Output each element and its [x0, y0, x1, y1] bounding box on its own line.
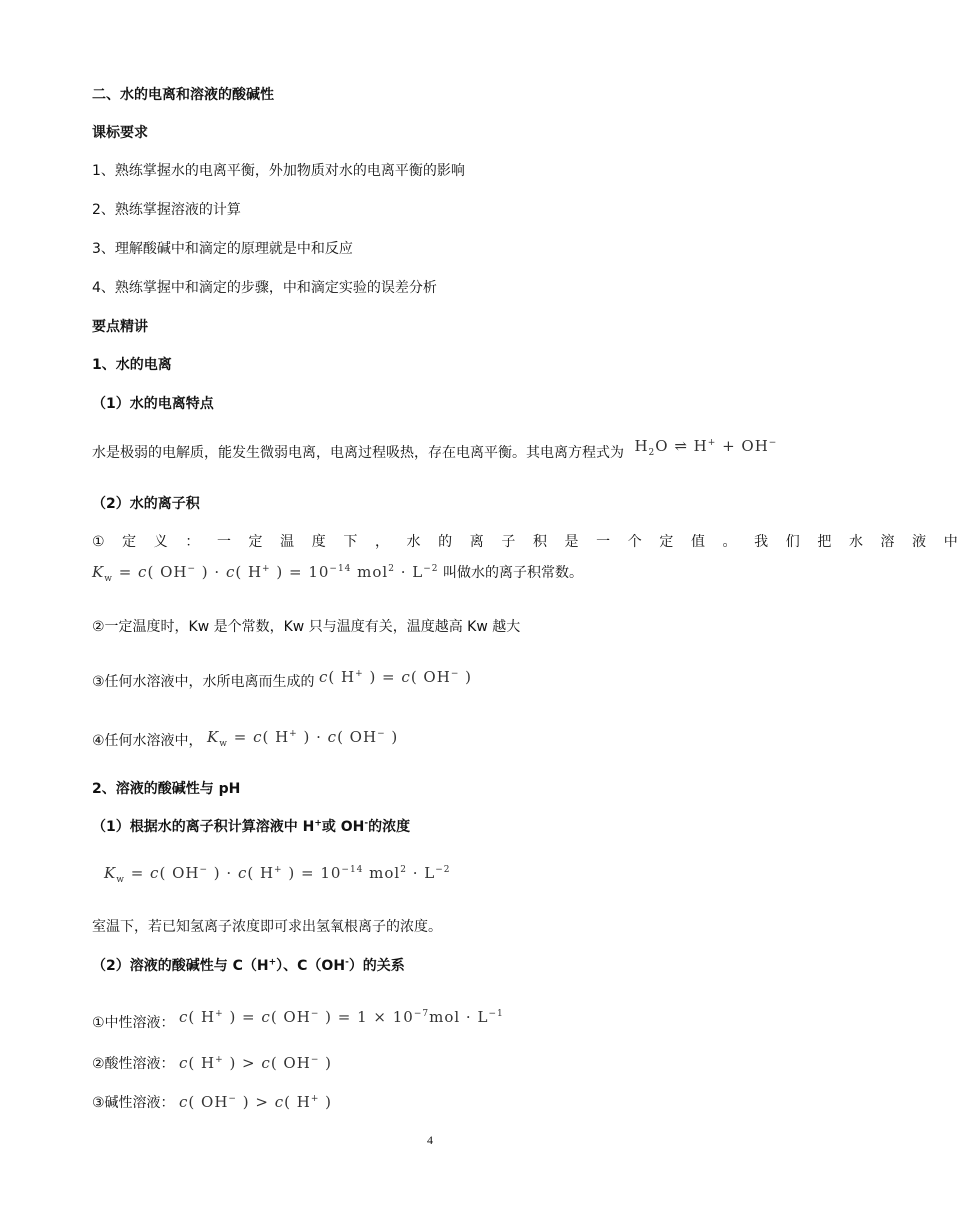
standard-item: 1、熟练掌握水的电离平衡，外加物质对水的电离平衡的影响	[92, 163, 465, 179]
kw-product-formula: $K_w = c$( H+ ) · c( OH− )	[207, 728, 399, 749]
basic-formula: c( OH− ) > c( H+ )	[179, 1093, 332, 1111]
definition-text: ①定义：一定温度下，水的离子积是一个定值。我们把水溶液中	[92, 534, 975, 550]
kw-formula-block	[92, 864, 451, 885]
ionization-equation: $H_2O$ ⇌ H+ + OH−	[634, 437, 778, 458]
point-4-text: ④任何水溶液中，	[92, 733, 203, 749]
page-number: 4	[427, 1133, 433, 1147]
point-3	[92, 668, 472, 691]
kw-formula-display: $K_w = c$( OH− ) · c( H+ ) = $10^{-14}$ $mol^2 \cdot L^{-2}$	[104, 864, 451, 885]
h-equals-oh-formula: c( H+ ) = c( OH− )	[319, 668, 472, 686]
key-points-heading: 要点精讲	[92, 319, 148, 335]
acidic-formula: c( H+ ) > c( OH− )	[179, 1054, 332, 1072]
calc-heading-mid: 或 OH	[321, 819, 365, 835]
features-heading: （1）水的电离特点	[92, 396, 214, 412]
definition-suffix: 叫做水的离子积常数。	[442, 565, 583, 581]
basic-line	[92, 1092, 332, 1112]
neutral-formula: c( H+ ) = c( OH− ) = $1 \times 10^{-7}mol \cdot L^{-1}$	[179, 1008, 504, 1026]
relation-heading-b: ）、C（OH	[276, 958, 346, 974]
calc-heading-end: 的浓度	[368, 819, 411, 835]
relation-heading-c: ）的关系	[348, 958, 405, 974]
calc-heading-main: （1）根据水的离子积计算溶液中 H	[92, 819, 315, 835]
point-3-text: ③任何水溶液中，水所电离而生成的	[92, 674, 315, 690]
ionization-heading: 1、水的电离	[92, 357, 172, 373]
point-2: ②一定温度时，Kw 是个常数，Kw 只与温度有关，温度越高 Kw 越大	[92, 619, 521, 635]
neutral-line	[92, 1008, 504, 1032]
features-text: 水是极弱的电解质，能发生微弱电离，电离过程吸热，存在电离平衡。其电离方程式为	[92, 445, 624, 461]
acidic-line	[92, 1053, 332, 1073]
section-title: 二、水的电离和溶液的酸碱性	[92, 87, 274, 103]
acidic-label: ②酸性溶液：	[92, 1056, 175, 1072]
standard-item: 4、熟练掌握中和滴定的步骤，中和滴定实验的误差分析	[92, 280, 437, 296]
calc-text: 室温下，若已知氢离子浓度即可求出氢氧根离子的浓度。	[92, 919, 442, 935]
acidity-heading: 2、溶液的酸碱性与 pH	[92, 781, 241, 797]
relation-heading-a: （2）溶液的酸碱性与 C（H	[92, 958, 269, 974]
relation-heading: （2）溶液的酸碱性与 C（H+）、C（OH-）的关系	[92, 957, 405, 974]
calc-heading: （1）根据水的离子积计算溶液中 H+或 OH-的浓度	[92, 818, 411, 835]
standard-item: 3、理解酸碱中和滴定的原理就是中和反应	[92, 241, 353, 257]
ion-product-heading: （2）水的离子积	[92, 496, 200, 512]
definition-continuation	[92, 562, 583, 584]
standards-heading: 课标要求	[92, 125, 148, 141]
point-4	[92, 728, 398, 750]
features-paragraph	[92, 437, 777, 462]
standard-item: 2、熟练掌握溶液的计算	[92, 202, 241, 218]
basic-label: ③碱性溶液：	[92, 1095, 175, 1111]
neutral-label: ①中性溶液：	[92, 1015, 175, 1031]
kw-formula: $K_w = c$( OH− ) · c( H+ ) = $10^{-14}$ $mol^2 \cdot L^{-2}$	[92, 563, 439, 584]
